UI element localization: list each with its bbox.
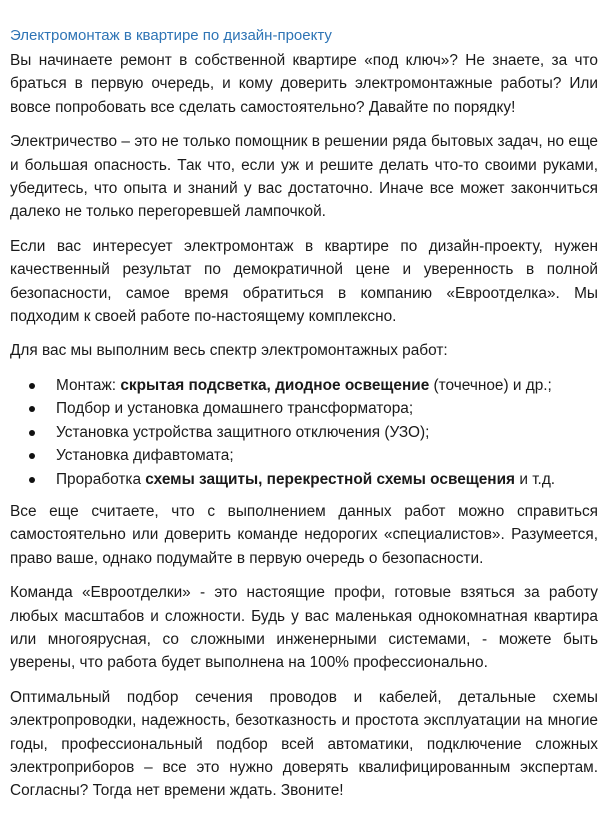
list-item-text: Проработка [56, 470, 146, 488]
document-page [10, 26, 598, 814]
electricity-paragraph: Электричество – это не только помощник в решении ряда бытовых задач, но еще и большая опасность. Так что, если уж и решите делать что-то своими руками, убедитесь, что опыта и знаний у вас достаточно. Иначе все может закончиться далеко не только перегоревшей лампочкой. [10, 133, 598, 221]
list-item [10, 374, 598, 397]
list-item-text: Установка дифавтомата; [56, 447, 234, 465]
bullet-icon [29, 406, 35, 412]
company-paragraph: Если вас интересует электромонтаж в квартире по дизайн-проекту, нужен качественный результат по демократичной цене и уверенность в полной безопасности, самое время обратиться в компанию «Евроотделка». Мы подходим к своей работе по-настоящему комплексно. [10, 237, 598, 326]
list-item [10, 468, 598, 491]
services-list [10, 374, 598, 491]
list-item [10, 421, 598, 444]
bullet-icon [29, 477, 35, 483]
bullet-icon [29, 383, 35, 389]
list-item-tail: и т.д. [515, 470, 556, 488]
list-item-tail: (точечное) и др.; [429, 376, 552, 394]
closing-paragraph: Оптимальный подбор сечения проводов и кабелей, детальные схемы электропроводки, надежность, безотказность и простота эксплуатации на многие годы, профессиональный подбор всей автоматики, подключение сложных электроприборов – все это нужно доверять квалифицированным экспертам. Согласны? Тогда нет времени ждать. Звоните! [10, 688, 598, 800]
list-item-bold: скрытая подсветка, диодное освещение [120, 376, 430, 394]
bullet-icon [29, 430, 35, 436]
list-item [10, 397, 598, 420]
self-service-paragraph: Все еще считаете, что с выполнением данных работ можно справиться самостоятельно или доверить команде недорогих «специалистов». Разумеется, право ваше, однако подумайте в первую очередь о безопасности. [10, 502, 598, 567]
page-title: Электромонтаж в квартире по дизайн-проекту [10, 27, 332, 44]
list-item-text: Установка устройства защитного отключения (УЗО); [56, 423, 430, 441]
list-item-text: Подбор и установка домашнего трансформатора; [56, 400, 414, 418]
list-item [10, 444, 598, 467]
list-item-text: Монтаж: [56, 376, 121, 394]
bullet-icon [29, 453, 35, 459]
list-intro: Для вас мы выполним весь спектр электромонтажных работ: [10, 342, 448, 360]
team-paragraph: Команда «Евроотделки» - это настоящие профи, готовые взяться за работу любых масштабов и сложности. Будь у вас маленькая однокомнатная квартира или многоярусная, со сложными инженерными системами, - можете быть уверены, что работа будет выполнена на 100% профессионально. [10, 584, 598, 672]
list-item-bold: схемы защиты, перекрестной схемы освещения [145, 470, 516, 488]
intro-paragraph: Вы начинаете ремонт в собственной квартире «под ключ»? Не знаете, за что браться в первую очередь, и кому доверить электромонтажные работы? Или вовсе попробовать все сделать самостоятельно? Давайте по порядку! [10, 52, 598, 116]
